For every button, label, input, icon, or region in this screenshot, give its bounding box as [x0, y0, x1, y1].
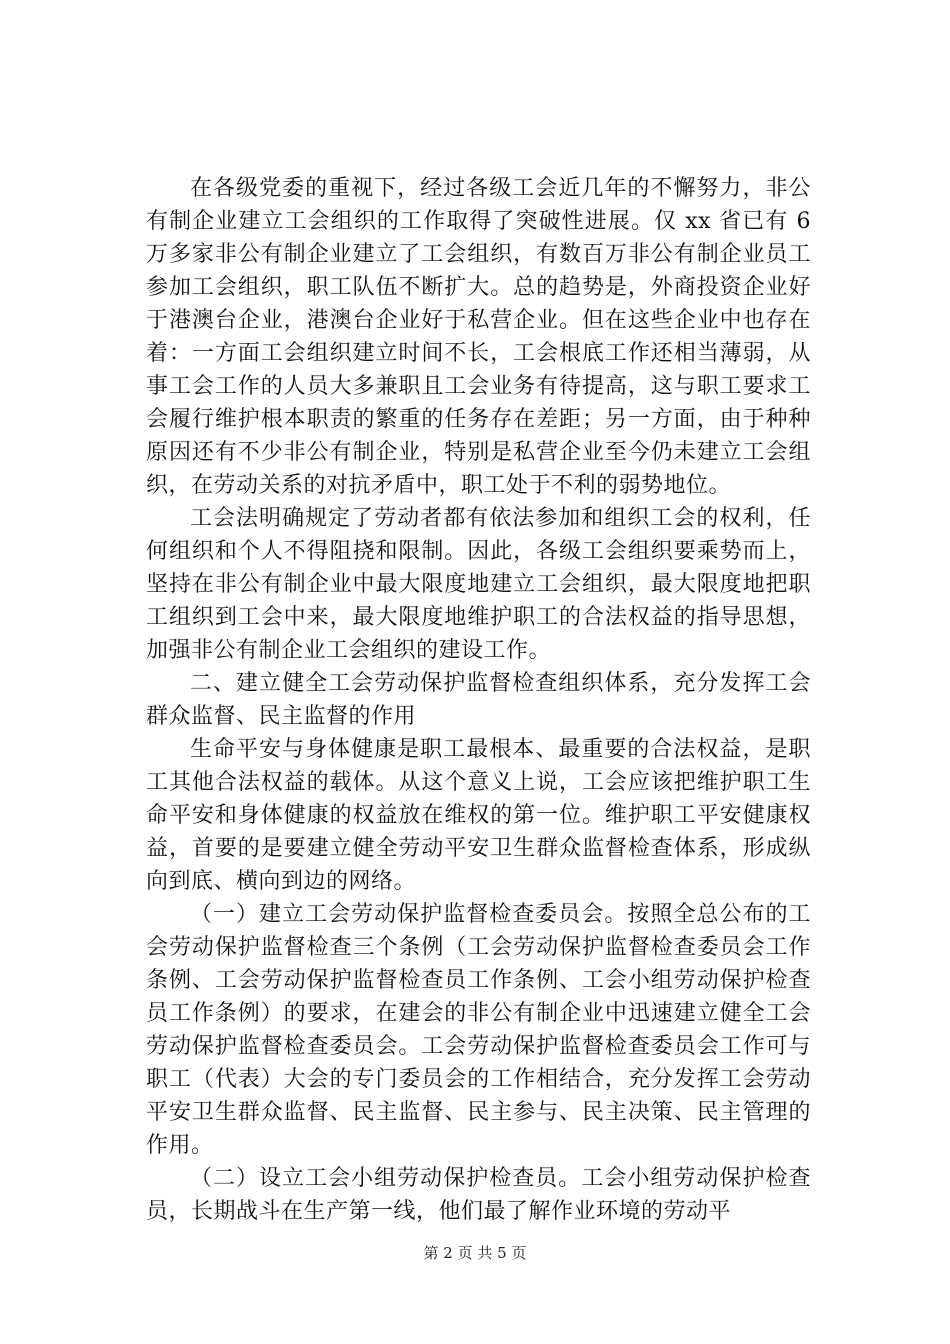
paragraph-5: （二）设立工会小组劳动保护检查员。工会小组劳动保护检查员，长期战斗在生产第一线，他们最了解作业环境的劳动平: [146, 1166, 811, 1224]
paragraph-1: 在各级党委的重视下，经过各级工会近几年的不懈努力，非公有制企业建立工会组织的工作取得了突破性进展。仅 xx 省已有 6 万多家非公有制企业建立了工会组织，有数百万非公有制企业员工参加工会组织，职工队伍不断扩大。总的趋势是，外商投资企业好于港澳台企业，港澳台企业好于私营企业。但在这些企业中也存在着：一方面工会组织建立时间不长，工会根底工作还相当薄弱，从事工会工作的人员大多兼职且工会业务有待提高，这与职工要求工会履行维护根本职责的繁重的任务存在差距；另一方面，由于种种原因还有不少非公有制企业，特别是私营企业至今仍未建立工会组织，在劳动关系的对抗矛盾中，职工处于不利的弱势地位。: [146, 176, 811, 498]
paragraph-3: 生命平安与身体健康是职工最根本、最重要的合法权益，是职工其他合法权益的载体。从这个意义上说，工会应该把维护职工生命平安和身体健康的权益放在维权的第一位。维护职工平安健康权益，首要的是要建立健全劳动平安卫生群众监督检查体系，形成纵向到底、横向到边的网络。: [146, 737, 811, 894]
paragraph-2: 工会法明确规定了劳动者都有依法参加和组织工会的权利，任何组织和个人不得阻挠和限制。因此，各级工会组织要乘势而上，坚持在非公有制企业中最大限度地建立工会组织，最大限度地把职工组织到工会中来，最大限度地维护职工的合法权益的指导思想，加强非公有制企业工会组织的建设工作。: [146, 506, 811, 663]
document-body: [146, 172, 811, 1228]
paragraph-4: （一）建立工会劳动保护监督检查委员会。按照全总公布的工会劳动保护监督检查三个条例（工会劳动保护监督检查委员会工作条例、工会劳动保护监督检查员工作条例、工会小组劳动保护检查员工作条例）的要求，在建会的非公有制企业中迅速建立健全工会劳动保护监督检查委员会。工会劳动保护监督检查委员会工作可与职工（代表）大会的专门委员会的工作相结合，充分发挥工会劳动平安卫生群众监督、民主监督、民主参与、民主决策、民主管理的作用。: [146, 902, 811, 1158]
page-footer: 第 2 页 共 5 页: [423, 1244, 527, 1262]
section-heading: 二、建立健全工会劳动保护监督检查组织体系，充分发挥工会群众监督、民主监督的作用: [146, 671, 811, 729]
